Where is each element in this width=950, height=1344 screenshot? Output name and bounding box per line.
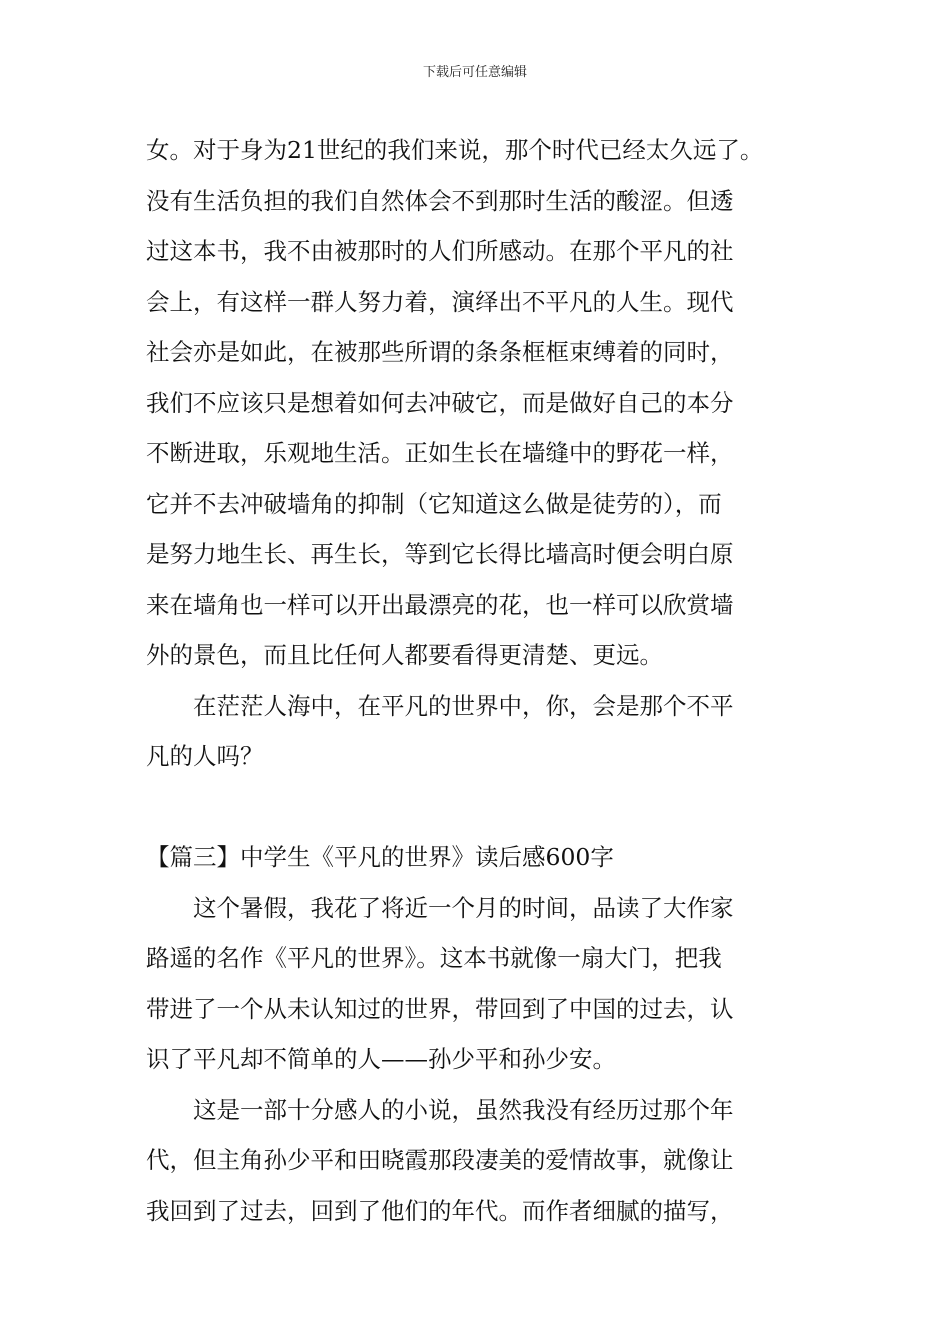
text-line: 我们不应该只是想着如何去冲破它，而是做好自己的本分 — [146, 388, 734, 417]
text-line: 我回到了过去，回到了他们的年代。而作者细腻的描写， — [146, 1196, 734, 1225]
blank-line — [146, 782, 836, 833]
text-line: 带进了一个从未认知过的世界，带回到了中国的过去，认 — [146, 994, 734, 1023]
section-heading: 【篇三】中学生《平凡的世界》读后感600字 — [146, 843, 614, 871]
text-line: 没有生活负担的我们自然体会不到那时生活的酸涩。但透 — [146, 186, 734, 215]
text-line: 路遥的名作《平凡的世界》。这本书就像一扇大门，把我 — [146, 944, 722, 972]
text-line: 它并不去冲破墙角的抑制（它知道这么做是徒劳的），而 — [146, 489, 722, 518]
text-line: 识了平凡却不简单的人——孙少平和孙少安。 — [146, 1045, 616, 1073]
text-line: 来在墙角也一样可以开出最漂亮的花，也一样可以欣赏墙 — [146, 590, 734, 619]
text-line: 这个暑假，我花了将近一个月的时间，品读了大作家 — [146, 893, 734, 922]
text-line: 在茫茫人海中，在平凡的世界中，你，会是那个不平 — [146, 691, 734, 720]
text-line: 不断进取，乐观地生活。正如生长在墙缝中的野花一样， — [146, 439, 734, 467]
text-line: 外的景色，而且比任何人都要看得更清楚、更远。 — [146, 641, 663, 669]
text-line: 女。对于身为21世纪的我们来说，那个时代已经太久远了。 — [146, 136, 764, 164]
text-line: 代，但主角孙少平和田晓霞那段凄美的爱情故事，就像让 — [146, 1146, 734, 1174]
document-body — [146, 125, 836, 1236]
text-line: 会上，有这样一群人努力着，演绎出不平凡的人生。现代 — [146, 287, 734, 316]
text-line: 这是一部十分感人的小说，虽然我没有经历过那个年 — [146, 1095, 734, 1124]
text-line: 凡的人吗？ — [146, 742, 264, 770]
text-line: 是努力地生长、再生长，等到它长得比墙高时便会明白原 — [146, 540, 734, 568]
page-header: 下载后可任意编辑 — [422, 65, 527, 80]
text-line: 过这本书，我不由被那时的人们所感动。在那个平凡的社 — [146, 237, 734, 265]
text-line: 社会亦是如此，在被那些所谓的条条框框束缚着的同时， — [146, 338, 734, 366]
